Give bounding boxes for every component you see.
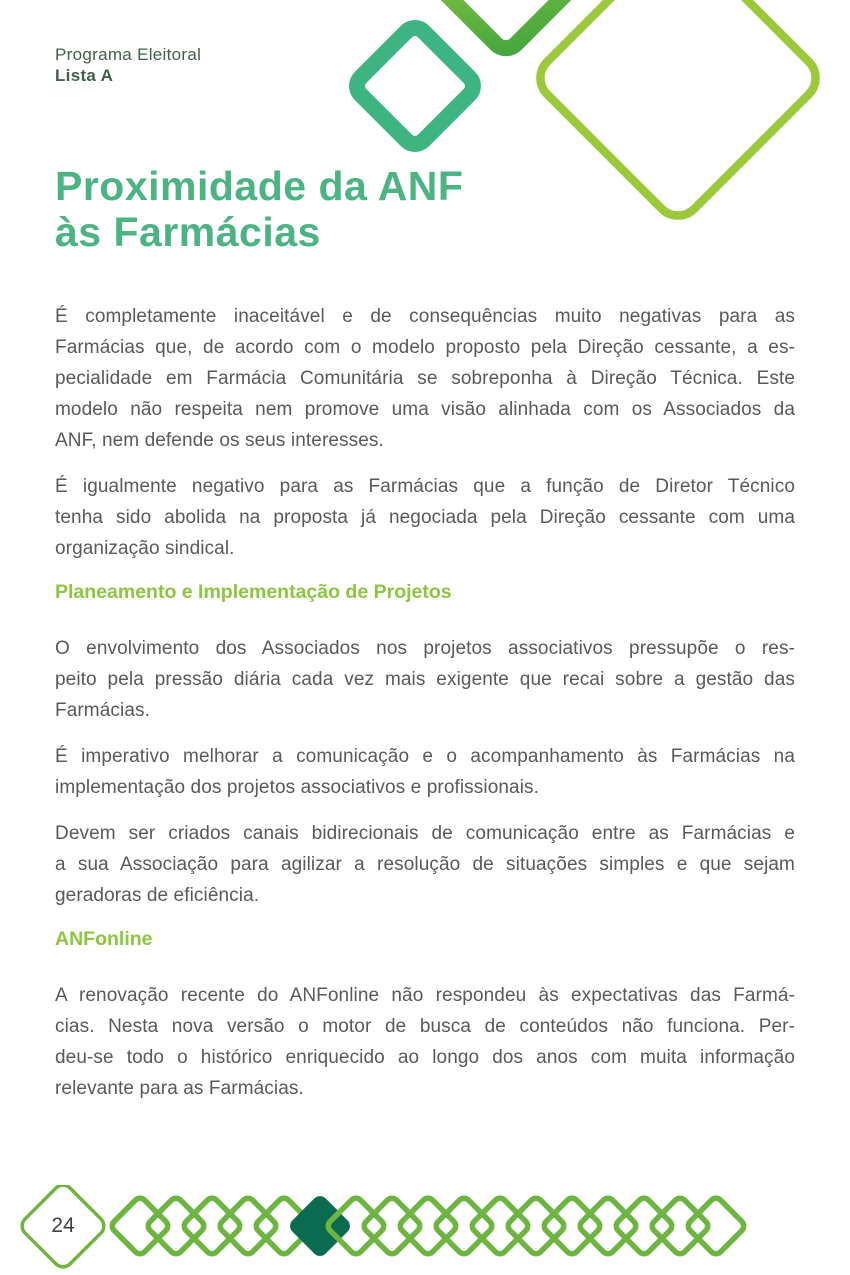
paragraph-line: peito pela pressão diária cada vez mais exigente que recai sobre a gestão das (55, 669, 795, 690)
chain-diamond-filled-icon (287, 1193, 353, 1259)
section-heading: ANFonline (55, 928, 153, 950)
body-paragraph (55, 741, 795, 803)
chain-diamond-icon (434, 1196, 495, 1257)
paragraph-line: geradoras de eficiência. (55, 885, 260, 906)
paragraph-line: tenha sido abolida na proposta já negociada pela Direção cessante com uma (55, 507, 795, 528)
footer-chain (110, 1193, 747, 1259)
paragraph-line: pecialidade em Farmácia Comunitária se sobreponha à Direção Técnica. Este (55, 368, 795, 389)
paragraph-line: É completamente inaceitável e de consequências muito negativas para as (55, 306, 795, 327)
paragraph-line: deu-se todo o histórico enriquecido ao longo dos anos com muita informação (55, 1047, 795, 1068)
paragraph-line: cias. Nesta nova versão o motor de busca de conteúdos não funciona. Per- (55, 1016, 795, 1037)
chain-diamond-icon (614, 1196, 675, 1257)
chain-diamond-icon (398, 1196, 459, 1257)
body-paragraph (55, 633, 795, 726)
emerald-diamond-icon (352, 23, 478, 149)
paragraph-line: O envolvimento dos Associados nos projetos associativos pressupõe o res- (55, 638, 795, 659)
chain-diamond-icon (182, 1196, 243, 1257)
chain-diamond-icon (362, 1196, 423, 1257)
page-title-line1: Proximidade da ANF (55, 163, 464, 209)
chain-diamond-icon (650, 1196, 711, 1257)
paragraph-line: organização sindical. (55, 538, 235, 559)
eyebrow-lista: Lista A (55, 66, 114, 85)
chain-diamond-icon (470, 1196, 531, 1257)
paragraph-line: É igualmente negativo para as Farmácias que a função de Diretor Técnico (55, 476, 795, 497)
chain-diamond-icon (110, 1196, 171, 1257)
paragraph-line: modelo não respeita nem promove uma visão alinhada com os Associados da (55, 399, 795, 420)
paragraph-line: a sua Associação para agilizar a resolução de situações simples e que sejam (55, 854, 795, 875)
paragraph-line: Farmácias. (55, 700, 150, 721)
chain-diamond-icon (686, 1196, 747, 1257)
chain-diamond-icon (506, 1196, 567, 1257)
page-number: 24 (51, 1214, 75, 1237)
page-title (55, 163, 463, 255)
page-body (55, 301, 795, 1119)
chain-diamond-icon (146, 1196, 207, 1257)
paragraph-line: Devem ser criados canais bidirecionais de comunicação entre as Farmácias e (55, 823, 795, 844)
footer-decoration (0, 1185, 850, 1275)
paragraph-line: ANF, nem defende os seus interesses. (55, 430, 384, 451)
chain-diamond-icon (542, 1196, 603, 1257)
paragraph-line: Farmácias que, de acordo com o modelo proposto pela Direção cessante, a es- (55, 337, 795, 358)
paragraph-line: implementação dos projetos associativos e profissionais. (55, 777, 540, 798)
chain-diamond-icon (578, 1196, 639, 1257)
body-paragraph (55, 818, 795, 911)
chain-diamond-icon (218, 1196, 279, 1257)
body-paragraph (55, 301, 795, 456)
page-title-line2: às Farmácias (55, 209, 321, 255)
body-paragraph (55, 980, 795, 1104)
eyebrow-program: Programa Eleitoral (55, 45, 202, 64)
paragraph-line: relevante para as Farmácias. (55, 1078, 304, 1099)
body-paragraph (55, 471, 795, 564)
lime-diamond-icon (531, 0, 825, 225)
paragraph-line: É imperativo melhorar a comunicação e o acompanhamento às Farmácias na (55, 746, 795, 767)
paragraph-line: A renovação recente do ANFonline não respondeu às expectativas das Farmá- (55, 985, 795, 1006)
section-heading: Planeamento e Implementação de Projetos (55, 581, 452, 603)
page-header (55, 44, 201, 86)
